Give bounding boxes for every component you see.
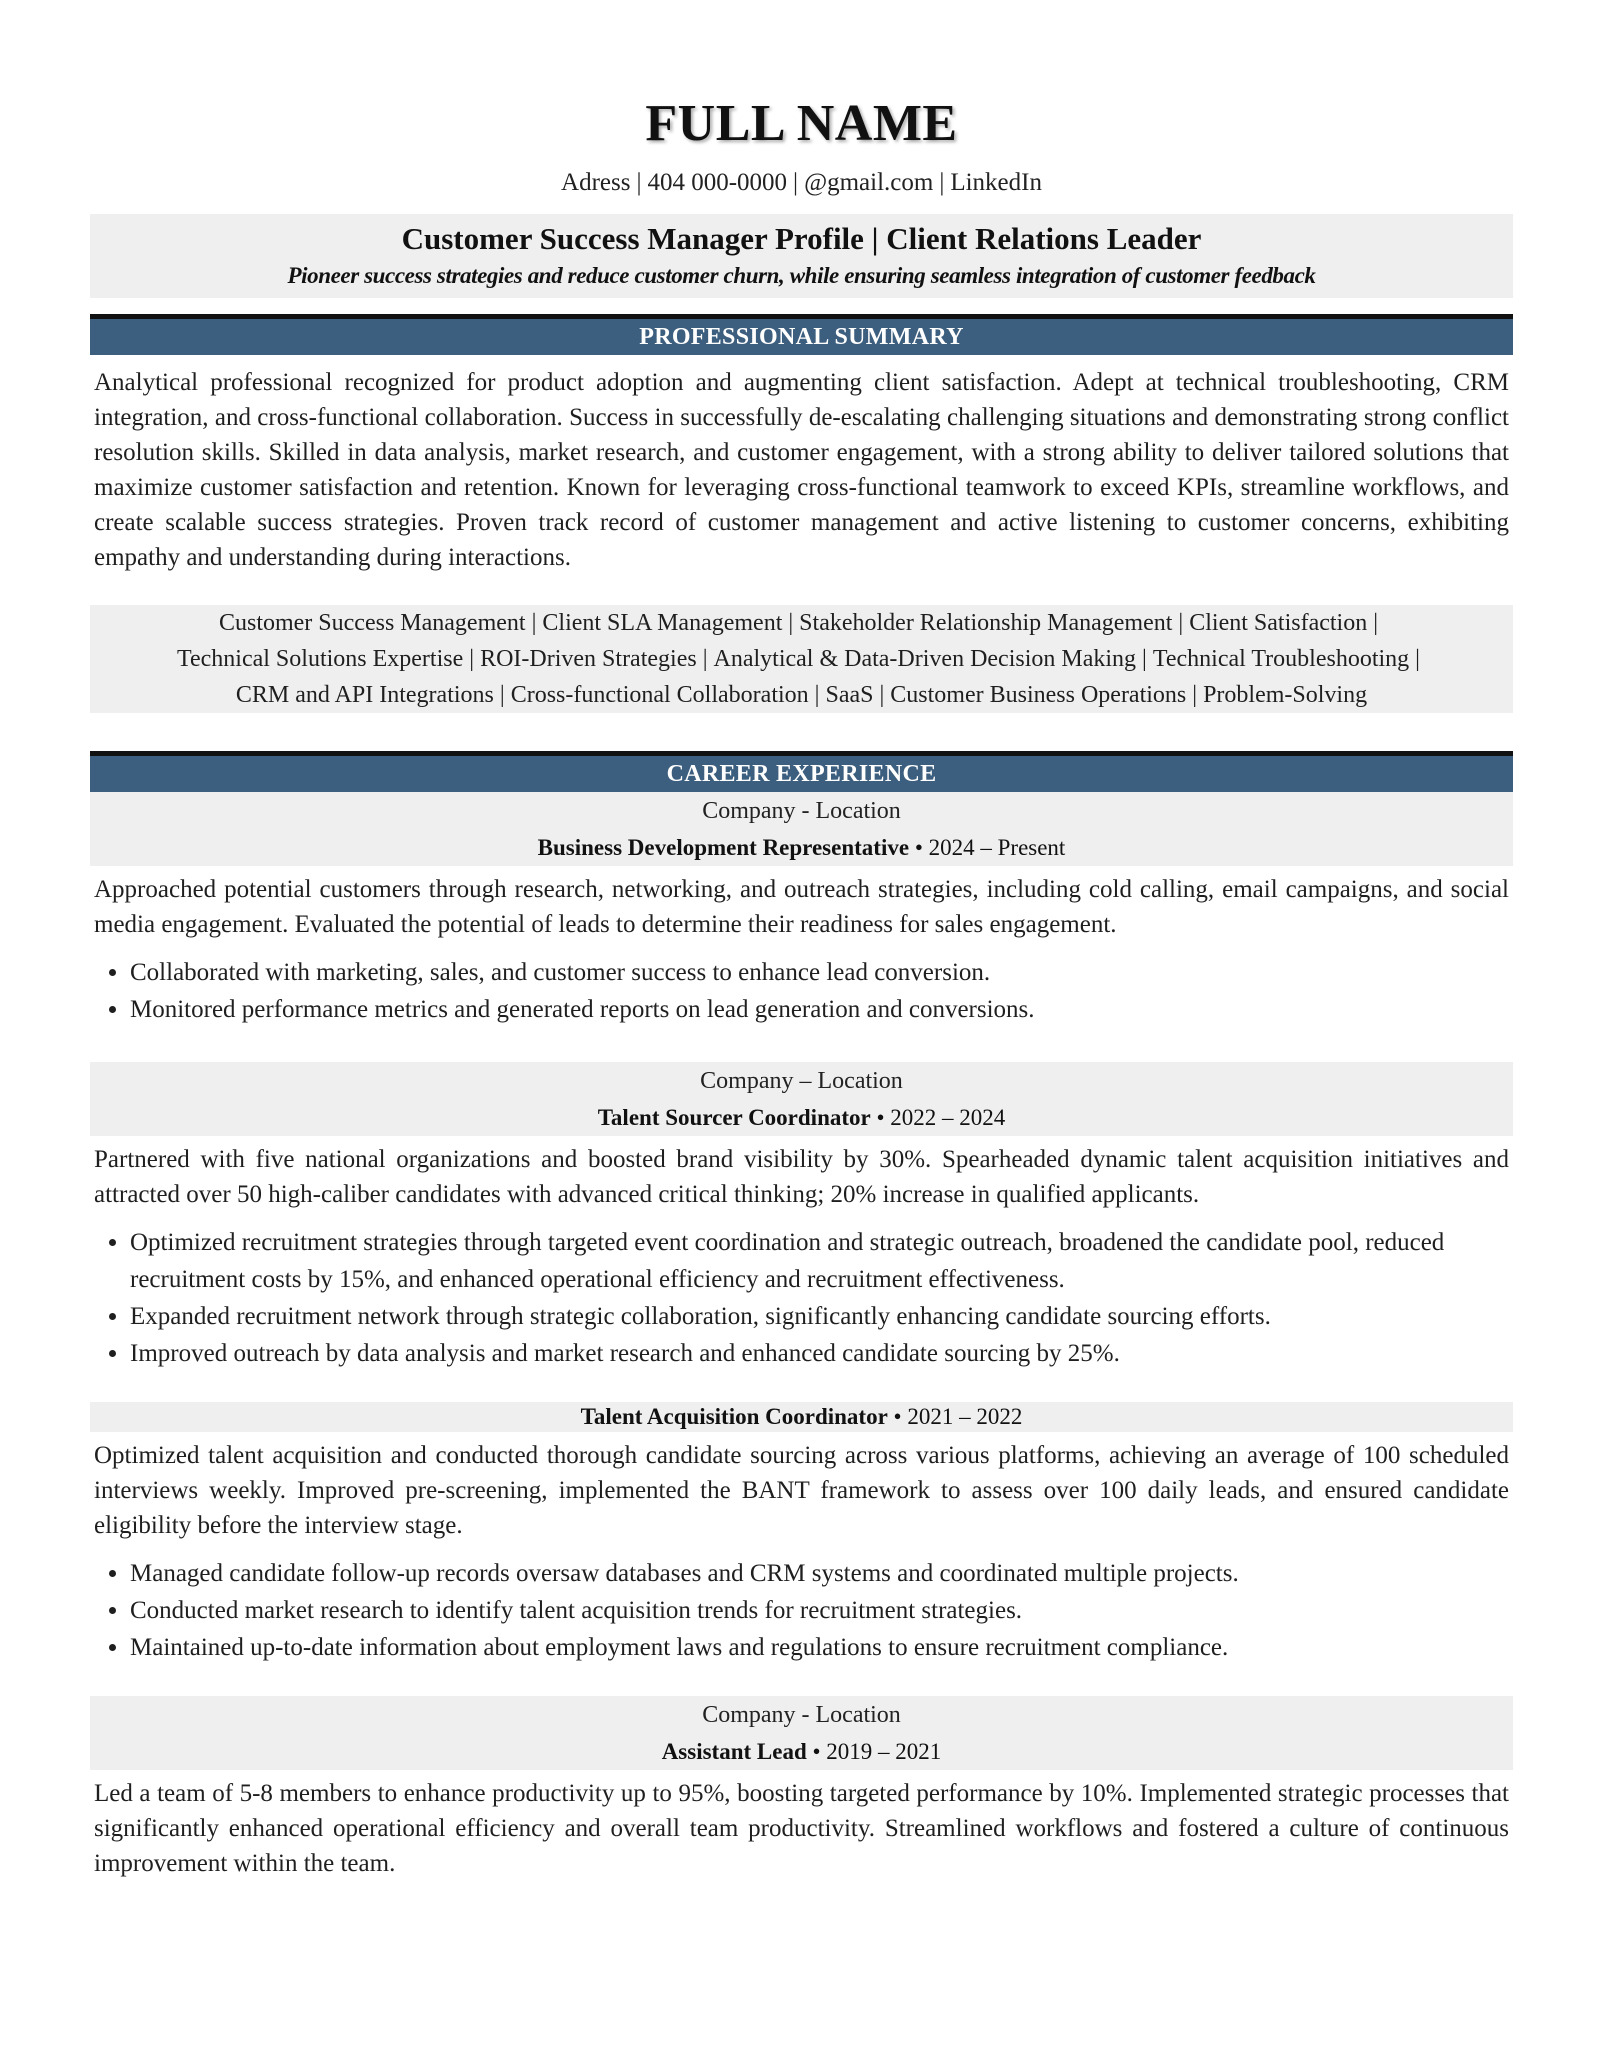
job-title-line <box>90 1402 1513 1432</box>
skills-line-1: Customer Success Management | Client SLA Management | Stakeholder Relationship Management | Client Satisfaction | <box>218 610 1379 636</box>
list-item: • Managed candidate follow-up records oversaw databases and CRM systems and coordinated multiple projects. <box>130 1555 1513 1592</box>
job-title: Business Development Representative <box>537 835 910 860</box>
profile-banner <box>90 214 1513 298</box>
section-heading-experience: CAREER EXPERIENCE <box>90 751 1513 792</box>
job-company: Company - Location <box>702 1702 901 1728</box>
skill-item: CRM and API Integrations <box>235 682 494 708</box>
job-dates: • 2021 – 2022 <box>893 1404 1023 1429</box>
job-dates: • 2024 – Present <box>914 835 1066 860</box>
job-title-line <box>90 830 1513 866</box>
job-company: Company – Location <box>700 1068 903 1094</box>
section-heading-summary: PROFESSIONAL SUMMARY <box>90 314 1513 355</box>
skill-item: Customer Success Management <box>218 610 526 636</box>
job-dates: • 2022 – 2024 <box>876 1105 1006 1130</box>
skill-item: Customer Business Operations <box>890 682 1187 708</box>
job-title: Talent Sourcer Coordinator <box>597 1105 871 1130</box>
profile-title: Customer Success Manager Profile | Client Relations Leader <box>401 221 1202 256</box>
resume-page <box>90 92 1513 1881</box>
summary-text: Analytical professional recognized for product adoption and augmenting client satisfaction. Adept at technical troubleshooting, CRM integration, and cross-functional collaboration. Success in successfully de-escalating challenging situations and demonstrating strong conflict resolution skills. Skilled in data analysis, market research, and customer engagement, with a strong ability to deliver tailored solutions that maximize customer satisfaction and retention. Known for leveraging cross-functional teamwork to exceed KPIs, streamline workflows, and create scalable success strategies. Proven track record of customer management and active listening to customer concerns, exhibiting empathy and understanding during interactions. <box>94 369 1509 571</box>
skill-item: Technical Troubleshooting <box>1152 646 1410 672</box>
job-title: Talent Acquisition Coordinator <box>580 1404 888 1429</box>
job-title-line <box>90 1734 1513 1770</box>
job-company: Company - Location <box>702 798 901 824</box>
job-header <box>90 1062 1513 1136</box>
skill-item: Cross-functional Collaboration <box>510 682 809 708</box>
job-bullets <box>90 1555 1513 1666</box>
list-item: • Maintained up-to-date information about employment laws and regulations to ensure recruitment compliance. <box>130 1629 1513 1666</box>
job-bullets <box>90 1224 1513 1372</box>
skill-item: Analytical & Data-Driven Decision Making <box>713 646 1137 672</box>
job-description: Optimized talent acquisition and conducted thorough candidate sourcing across various platforms, achieving an average of 100 scheduled interviews weekly. Improved pre-screening, implemented the BANT framework to assess over 100 daily leads, and ensured candidate eligibility before the interview stage. <box>94 1442 1509 1539</box>
contact-linkedin[interactable]: LinkedIn <box>950 169 1042 196</box>
job-title-line <box>90 1100 1513 1136</box>
contact-address: Adress <box>561 169 631 196</box>
list-item: • Conducted market research to identify talent acquisition trends for recruitment strategies. <box>130 1592 1513 1629</box>
job-description: Partnered with five national organizations and boosted brand visibility by 30%. Spearheaded dynamic talent acquisition initiatives and attracted over 50 high-caliber candidates with advanced critical thinking; 20% increase in qualified applicants. <box>94 1146 1509 1208</box>
job-header <box>90 792 1513 866</box>
skills-line-2: Technical Solutions Expertise | ROI-Driven Strategies | Analytical & Data-Driven Decision Making | Technical Troubleshooting | <box>177 646 1420 672</box>
job-title: Assistant Lead <box>661 1739 807 1764</box>
profile-tagline: Pioneer success strategies and reduce customer churn, while ensuring seamless integration of customer feedback <box>287 263 1316 288</box>
full-name: FULL NAME <box>645 95 958 152</box>
job-header <box>90 1402 1513 1432</box>
skill-item: SaaS <box>825 682 874 708</box>
skills-line-3: CRM and API Integrations | Cross-functional Collaboration | SaaS | Customer Business Operations | Problem-Solving <box>235 682 1368 708</box>
skill-item: Problem-Solving <box>1203 682 1368 708</box>
skill-item: ROI-Driven Strategies <box>480 646 697 672</box>
job-dates: • 2019 – 2021 <box>812 1739 942 1764</box>
skill-item: Client Satisfaction <box>1189 610 1368 636</box>
skill-item: Client SLA Management <box>542 610 783 636</box>
job-header <box>90 1696 1513 1770</box>
job-description: Led a team of 5-8 members to enhance productivity up to 95%, boosting targeted performance by 10%. Implemented strategic processes that significantly enhanced operational efficiency and overall team productivity. Streamlined workflows and fostered a culture of continuous improvement within the team. <box>94 1780 1509 1877</box>
list-item: • Improved outreach by data analysis and market research and enhanced candidate sourcing by 25%. <box>130 1335 1513 1372</box>
list-item: • Collaborated with marketing, sales, and customer success to enhance lead conversion. <box>130 954 1513 991</box>
contact-line: Adress | 404 000-0000 | @gmail.com | LinkedIn <box>561 169 1042 196</box>
contact-phone: 404 000-0000 <box>647 169 788 196</box>
list-item: • Expanded recruitment network through strategic collaboration, significantly enhancing candidate sourcing efforts. <box>130 1298 1513 1335</box>
list-item: • Monitored performance metrics and generated reports on lead generation and conversions. <box>130 991 1513 1028</box>
skill-item: Technical Solutions Expertise <box>177 646 464 672</box>
list-item: • Optimized recruitment strategies through targeted event coordination and strategic outreach, broadened the candidate pool, reduced recruitment costs by 15%, and enhanced operational efficiency and recruitment effectiveness. <box>130 1224 1513 1298</box>
job-bullets <box>90 954 1513 1028</box>
job-description: Approached potential customers through research, networking, and outreach strategies, including cold calling, email campaigns, and social media engagement. Evaluated the potential of leads to determine their readiness for sales engagement. <box>94 876 1509 938</box>
skills-box <box>90 605 1513 713</box>
contact-email[interactable]: @gmail.com <box>804 169 934 196</box>
skill-item: Stakeholder Relationship Management <box>799 610 1173 636</box>
